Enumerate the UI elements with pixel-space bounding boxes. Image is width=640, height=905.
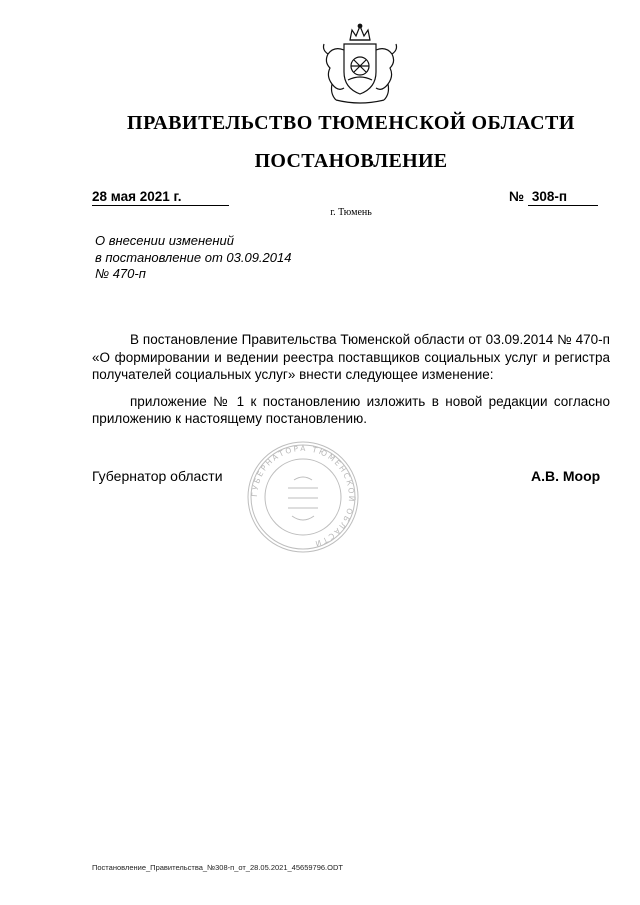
subject-line-2: в постановление от 03.09.2014 [95,249,292,265]
footer-filename: Постановление_Правительства_№308-п_от_28.05.2021_45659796.ODT [92,863,343,872]
coat-of-arms-emblem [314,22,406,106]
body-text [92,331,610,428]
city-label: г. Тюмень [330,207,372,218]
number-prefix: № [509,189,525,204]
body-paragraph-1: В постановление Правительства Тюменской области от 03.09.2014 № 470-п «О формировании и ведении реестра поставщиков социальных услуг и регистра получателей социальных услуг» внести следующее изменение: [92,332,610,382]
body-paragraph-2: приложение № 1 к постановлению изложить в новой редакции согласно приложению к настоящему постановлению. [92,393,610,426]
document-number [509,188,604,206]
subject-line-3: № 470-п [95,266,146,281]
signatory-title: Губернатор области [92,468,223,484]
subject-block [95,233,355,283]
seal-lettering: ГУБЕРНАТОРА ТЮМЕНСКОЙ ОБЛАСТИ [249,443,357,549]
subject-line-1: О внесении изменений [95,233,234,248]
official-seal-stamp [244,438,362,556]
number-value: 308-п [528,188,598,206]
signatory-name: А.В. Моор [531,468,601,484]
document-type-title: ПОСТАНОВЛЕНИЕ [254,150,448,172]
document-date: 28 мая 2021 г. [92,188,229,206]
government-title: ПРАВИТЕЛЬСТВО ТЮМЕНСКОЙ ОБЛАСТИ [127,112,575,134]
